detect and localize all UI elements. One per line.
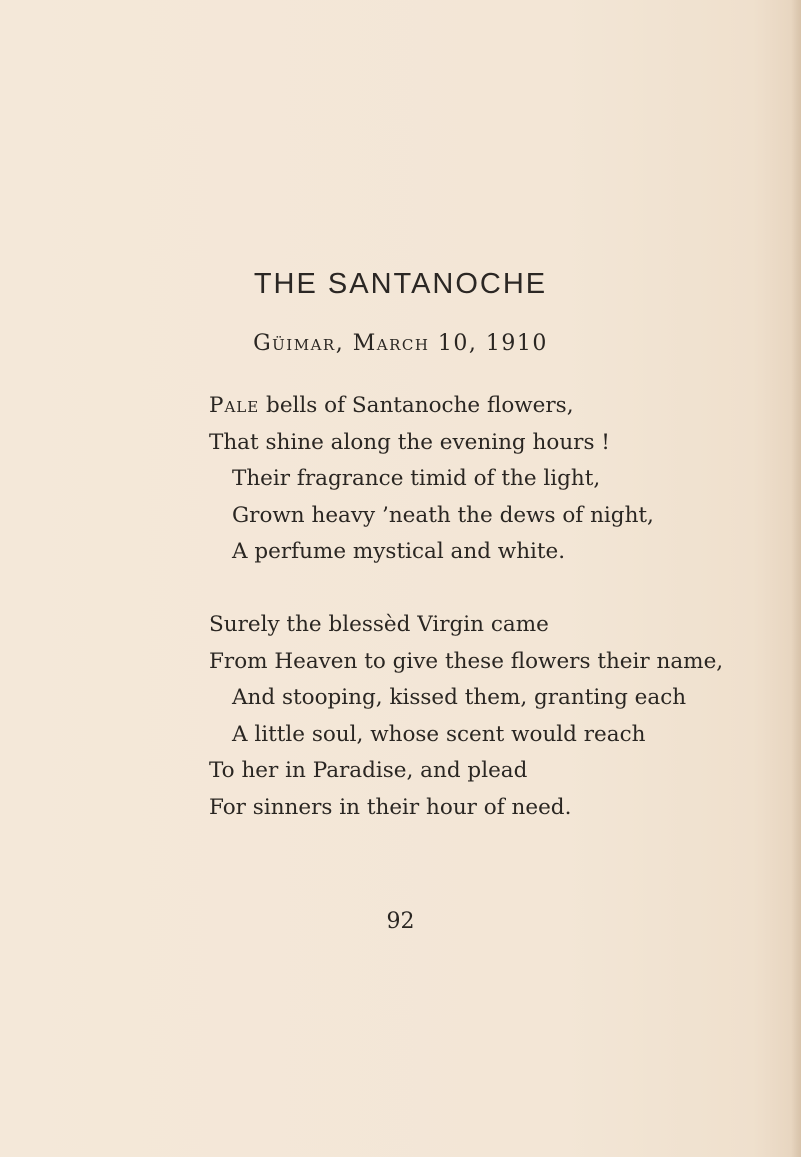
poem-line: And stooping, kissed them, granting each — [232, 685, 687, 710]
poem-line: That shine along the evening hours ! — [209, 430, 610, 455]
poem-line: To her in Paradise, and plead — [209, 758, 528, 783]
page-edge-shadow — [791, 0, 801, 1157]
stanza-lead-word: Pale — [209, 393, 260, 418]
poem-line: From Heaven to give these flowers their name, — [209, 649, 724, 674]
page-number: 92 — [386, 909, 415, 934]
poem-title: THE SANTANOCHE — [253, 268, 548, 300]
poem-line: A little soul, whose scent would reach — [232, 722, 646, 747]
poem-line: For sinners in their hour of need. — [209, 795, 572, 820]
poem-line: Grown heavy ’neath the dews of night, — [232, 503, 654, 528]
poem-line: Pale bells of Santanoche flowers, — [209, 393, 574, 418]
poem-line: Their fragrance timid of the light, — [232, 466, 601, 491]
poem-dateline: Güimar, March 10, 1910 — [253, 331, 548, 356]
poem-line: A perfume mystical and white. — [232, 539, 566, 564]
poem-line: Surely the blessèd Virgin came — [209, 612, 549, 637]
